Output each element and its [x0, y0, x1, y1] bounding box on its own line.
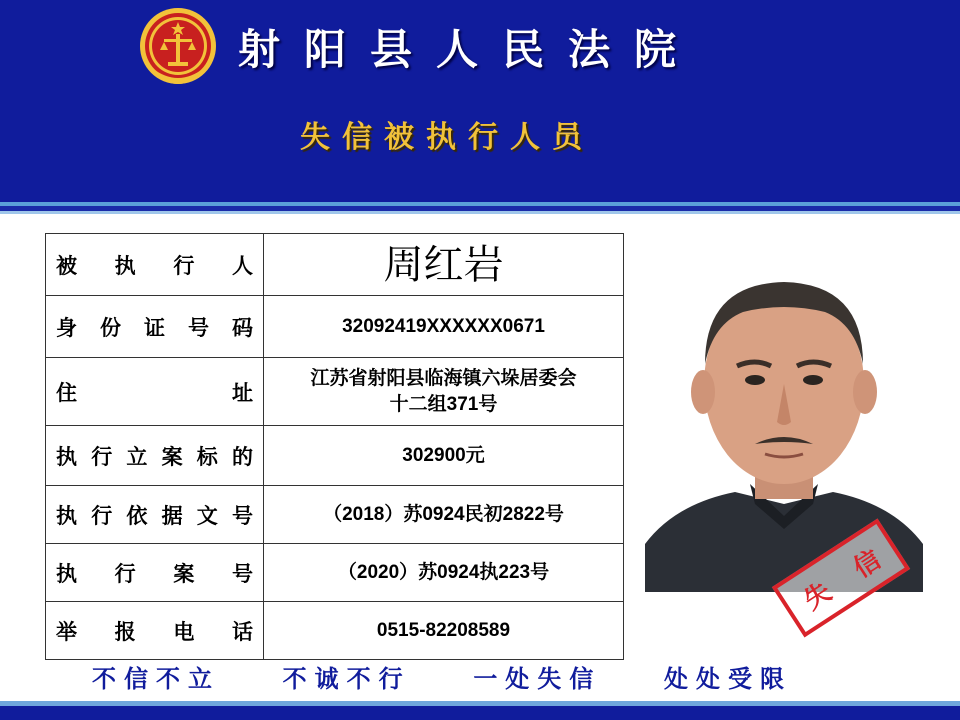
slogan-phrase: 一处失信	[473, 664, 602, 693]
label-char: 号	[188, 314, 209, 340]
page-subtitle: 失信被执行人员	[300, 120, 594, 155]
table-row	[46, 602, 624, 660]
label-char: 人	[231, 252, 253, 278]
label-char: 码	[232, 314, 253, 340]
address-line: 江苏省射阳县临海镇六垛居委会	[310, 367, 577, 389]
label-char: 被	[56, 252, 77, 278]
table-row	[46, 234, 624, 296]
table-row	[46, 486, 624, 544]
label-char: 址	[232, 379, 253, 405]
slogan-phrase: 不诚不行	[282, 664, 411, 693]
label-char: 立	[126, 443, 148, 469]
label-char: 的	[231, 443, 253, 469]
table-row	[46, 544, 624, 602]
table-row	[46, 296, 624, 358]
label-char: 号	[231, 502, 253, 528]
label-cell	[46, 358, 264, 426]
slogan-phrase: 不信不立	[92, 664, 220, 693]
label-char: 举	[56, 618, 77, 644]
label-char: 身	[56, 314, 77, 340]
label-cell	[46, 602, 264, 660]
label-char: 号	[231, 560, 253, 586]
label-char: 据	[161, 502, 183, 528]
label-cell	[46, 426, 264, 486]
debtor-info-table	[45, 233, 624, 660]
table-row	[46, 358, 624, 426]
label-char: 案	[161, 443, 183, 469]
label-cell	[46, 486, 264, 544]
label-char: 标	[196, 443, 218, 469]
table-row	[46, 426, 624, 486]
label-char: 文	[196, 502, 218, 528]
address-line: 十二组371号	[389, 393, 498, 415]
label-char: 执	[56, 443, 77, 469]
header-divider	[0, 211, 960, 214]
label-char: 电	[173, 618, 195, 644]
label-char: 证	[144, 314, 165, 340]
execution-amount: 302900元	[264, 426, 624, 486]
court-name: 射阳县人民法院	[238, 25, 701, 74]
label-char: 依	[126, 502, 148, 528]
footer-bar	[0, 706, 960, 720]
label-char: 案	[173, 560, 195, 586]
label-cell	[46, 296, 264, 358]
id-number: 32092419XXXXXX0671	[264, 296, 624, 358]
label-char: 话	[231, 618, 253, 644]
label-char: 行	[114, 560, 136, 586]
label-char: 执	[114, 252, 136, 278]
case-number: （2020）苏0924执223号	[264, 544, 624, 602]
label-char: 行	[91, 502, 113, 528]
label-char: 份	[100, 314, 121, 340]
report-phone: 0515-82208589	[264, 602, 624, 660]
address	[264, 358, 624, 426]
label-char: 执	[56, 502, 77, 528]
label-char: 行	[91, 443, 113, 469]
slogan	[92, 662, 792, 696]
label-cell	[46, 234, 264, 296]
header-banner	[0, 0, 960, 202]
label-char: 行	[173, 252, 195, 278]
judgment-document-number: （2018）苏0924民初2822号	[264, 486, 624, 544]
label-char: 住	[56, 379, 77, 405]
stamp-char: 信	[848, 544, 887, 584]
debtor-name: 周红岩	[264, 234, 624, 296]
label-char: 报	[114, 618, 136, 644]
slogan-phrase: 处处受限	[663, 664, 792, 693]
stamp-char: 失	[798, 576, 837, 616]
court-emblem-icon	[138, 6, 218, 90]
label-char: 执	[56, 560, 77, 586]
label-cell	[46, 544, 264, 602]
